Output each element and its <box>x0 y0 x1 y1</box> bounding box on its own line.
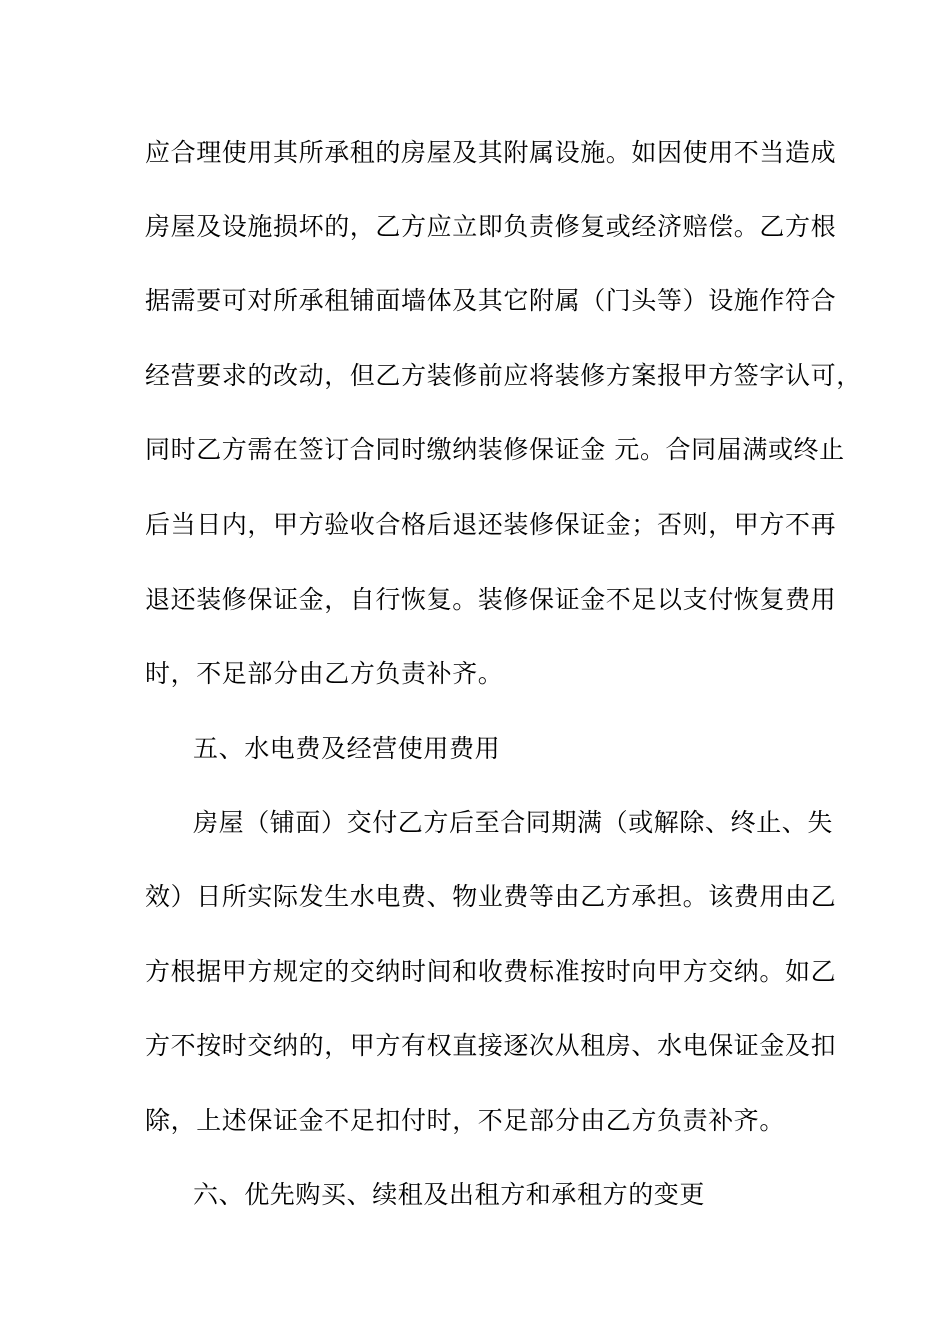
paragraph-line: 应合理使用其所承租的房屋及其附属设施。如因使用不当造成 <box>145 138 837 167</box>
paragraph-line: 方不按时交纳的，甲方有权直接逐次从租房、水电保证金及扣 <box>145 1031 837 1060</box>
paragraph-line: 据需要可对所承租铺面墙体及其它附属（门头等）设施作符合 <box>145 286 837 315</box>
section-heading: 六、优先购买、续租及出租方和承租方的变更 <box>193 1180 706 1209</box>
paragraph-line: 时，不足部分由乙方负责补齐。 <box>145 659 504 688</box>
paragraph-line: 方根据甲方规定的交纳时间和收费标准按时向甲方交纳。如乙 <box>145 957 837 986</box>
paragraph-line: 退还装修保证金，自行恢复。装修保证金不足以支付恢复费用 <box>145 585 837 614</box>
paragraph-line: 房屋及设施损坏的，乙方应立即负责修复或经济赔偿。乙方根 <box>145 212 837 241</box>
paragraph-line: 经营要求的改动，但乙方装修前应将装修方案报甲方签字认可， <box>145 361 862 390</box>
paragraph-line: 后当日内，甲方验收合格后退还装修保证金；否则，甲方不再 <box>145 510 837 539</box>
paragraph-line: 除，上述保证金不足扣付时，不足部分由乙方负责补齐。 <box>145 1106 786 1135</box>
paragraph-line: 房屋（铺面）交付乙方后至合同期满（或解除、终止、失 <box>193 808 834 837</box>
section-heading: 五、水电费及经营使用费用 <box>193 734 501 763</box>
paragraph-line: 同时乙方需在签订合同时缴纳装修保证金 元。合同届满或终止 <box>145 435 845 464</box>
paragraph-line: 效）日所实际发生水电费、物业费等由乙方承担。该费用由乙 <box>145 882 837 911</box>
